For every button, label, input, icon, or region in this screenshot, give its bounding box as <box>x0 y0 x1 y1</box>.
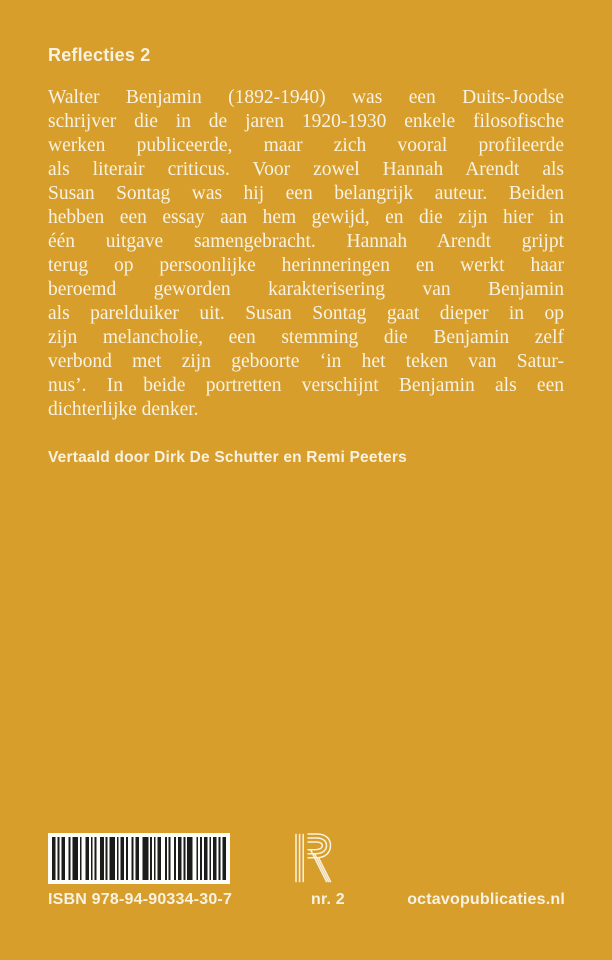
isbn-text: ISBN 978-94-90334-30-7 <box>48 891 233 908</box>
blurb-line: als literair criticus. Voor zowel Hannah Arendt als <box>48 159 564 180</box>
barcode <box>48 833 230 884</box>
blurb <box>48 86 564 422</box>
blurb-line: zijn melancholie, een stemming die Benjamin zelf <box>48 327 564 348</box>
blurb-line: als parelduiker uit. Susan Sontag gaat dieper in op <box>48 303 564 324</box>
ean-barcode-icon <box>52 837 226 880</box>
blurb-line: werken publiceerde, maar zich vooral profileerde <box>48 135 564 156</box>
blurb-line: schrijver die in de jaren 1920-1930 enkele filosofische <box>48 111 564 132</box>
blurb-line: dichterlijke denker. <box>48 399 199 420</box>
blurb-line: Susan Sontag was hij een belangrijk auteur. Beiden <box>48 183 564 204</box>
series-title: Reflecties 2 <box>48 45 151 65</box>
footer-row <box>0 891 612 911</box>
blurb-line: nus’. In beide portretten verschijnt Benjamin als een <box>48 375 564 396</box>
issue-number: nr. 2 <box>311 891 345 908</box>
blurb-line: hebben een essay aan hem gewijd, en die zijn hier in <box>48 207 564 228</box>
translator-credit: Vertaald door Dirk De Schutter en Remi Peeters <box>48 449 407 466</box>
blurb-line: verbond met zijn geboorte ‘in het teken van Satur- <box>48 351 564 372</box>
octavo-r-monogram-icon <box>294 833 332 883</box>
blurb-line: beroemd geworden karakterisering van Benjamin <box>48 279 564 300</box>
blurb-line: terug op persoonlijke herinneringen en werkt haar <box>48 255 564 276</box>
publisher-website: octavopublicaties.nl <box>407 891 565 908</box>
blurb-line: Walter Benjamin (1892-1940) was een Duits-Joodse <box>48 87 564 108</box>
blurb-line: één uitgave samengebracht. Hannah Arendt grijpt <box>48 231 564 252</box>
